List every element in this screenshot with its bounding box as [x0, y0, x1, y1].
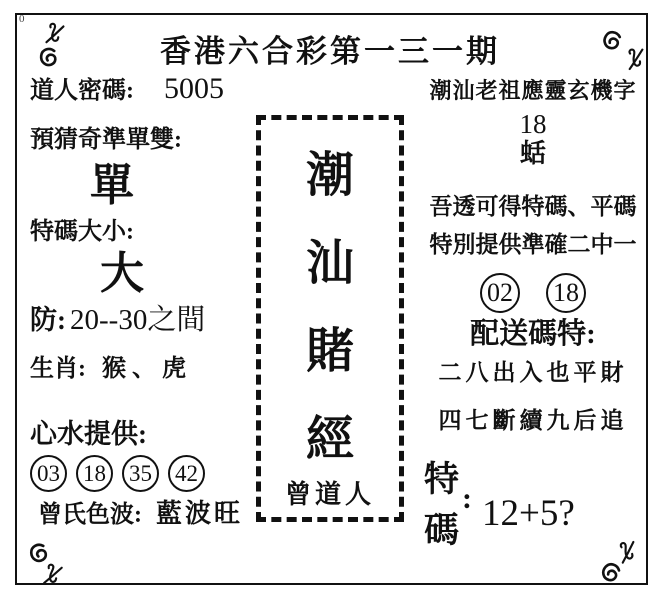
lucky-number-circle: 18	[76, 455, 113, 492]
oracle-label: 潮汕老祖應靈玄機字	[429, 78, 637, 103]
promise-line-1: 吾透可得特碼、平碼	[429, 194, 637, 219]
corner-stamp-icon	[22, 532, 72, 590]
special-code-label	[424, 462, 459, 548]
password-row	[30, 74, 224, 104]
range-row	[30, 306, 205, 335]
oracle-number: 18	[519, 109, 547, 139]
lucky-number-circle: 42	[168, 455, 205, 492]
oracle-character: 蛞	[519, 139, 546, 168]
special-code-colon: :	[462, 482, 472, 515]
odd-even-value: 單	[90, 161, 134, 210]
bonus-label: 配送碼特:	[470, 318, 596, 350]
verse-line-2: 四七斷續九后追	[438, 408, 628, 433]
ampersand-doodle-icon	[41, 561, 65, 588]
corner-stamp-icon	[594, 22, 644, 80]
special-code-label-top: 特	[424, 460, 460, 499]
vertical-title-char: 賭	[305, 325, 354, 378]
size-value: 大	[100, 249, 144, 298]
verse-line-1: 二八出入也平財	[438, 360, 628, 385]
pair-number-circle: 18	[546, 273, 586, 313]
signature: 曾道人	[284, 480, 375, 509]
size-label: 特碼大小:	[30, 219, 134, 245]
password-label: 道人密碼:	[30, 78, 134, 104]
center-title-box	[256, 115, 404, 522]
lucky-number-circle: 35	[122, 455, 159, 492]
pair-number-circle: 02	[480, 273, 520, 313]
lucky-number-circle: 03	[30, 455, 67, 492]
spiral-doodle-icon	[595, 22, 629, 56]
spiral-doodle-icon	[32, 40, 64, 72]
range-value: 20--30之間	[70, 304, 206, 336]
zodiac-row	[30, 357, 192, 381]
color-wave-label: 曾氏色波:	[38, 502, 142, 528]
special-code-value: 12+5?	[482, 493, 575, 534]
promise-line-2: 特別提供準確二中一	[429, 232, 637, 257]
corner-stamp-icon	[594, 538, 644, 596]
zodiac-value: 猴、虎	[102, 356, 192, 382]
corner-scan-mark: 0	[19, 13, 25, 25]
pair-numbers	[420, 273, 646, 313]
vertical-title-char: 汕	[305, 237, 354, 290]
odd-even-label: 預猜奇準單雙:	[30, 127, 182, 153]
special-code-label-bottom: 碼	[424, 511, 460, 550]
color-wave-value: 藍波旺	[156, 499, 244, 528]
lucky-numbers	[30, 455, 205, 492]
range-label: 防:	[30, 305, 66, 335]
lucky-label: 心水提供:	[30, 419, 147, 449]
password-value: 5005	[164, 72, 224, 105]
vertical-title-char: 潮	[305, 149, 354, 202]
ampersand-doodle-icon	[625, 46, 647, 72]
corner-stamp-icon	[30, 20, 80, 78]
vertical-title-char: 經	[305, 413, 354, 466]
color-wave-row	[38, 501, 243, 527]
zodiac-label: 生肖:	[30, 356, 86, 382]
page-title: 香港六合彩第一三一期	[160, 34, 500, 69]
